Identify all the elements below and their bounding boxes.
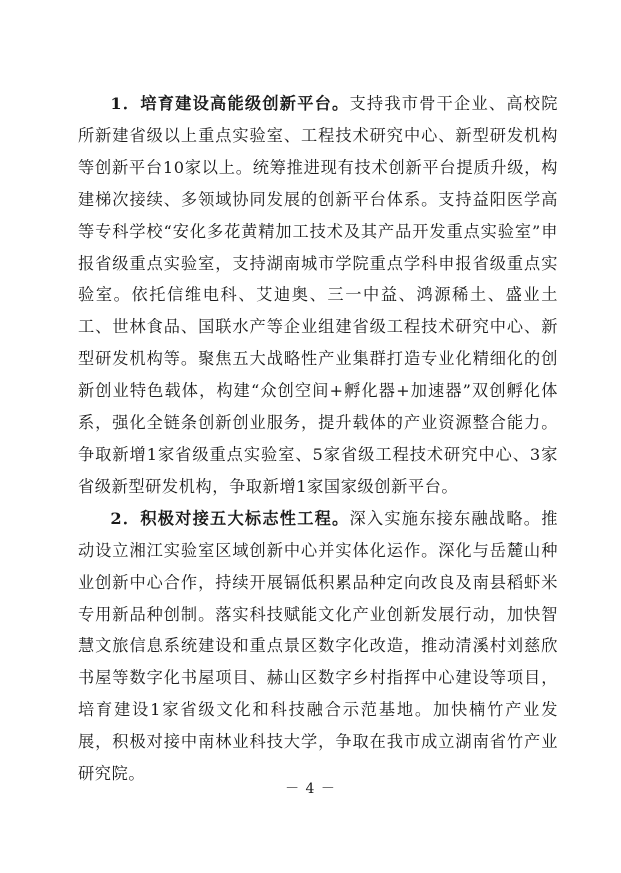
paragraph-heading: 2．积极对接五大标志性工程。	[110, 508, 350, 528]
page-number: － 4 －	[285, 781, 336, 797]
paragraph-innovation-platforms	[78, 88, 558, 503]
document-body	[78, 88, 558, 790]
paragraph-text: 支持我市骨干企业、高校院所新建省级以上重点实验室、工程技术研究中心、新型研发机构等创新平台10家以上。统筹推进现有技术创新平台提质升级，构建梯次接续、多领域协同发展的创新平台体系。支持益阳医学高等专科学校“安化多花黄精加工技术及其产品开发重点实验室”申报省级重点实验室，支持湖南城市学院重点学科申报省级重点实验室。依托信维电科、艾迪奥、三一中益、鸿源稀土、盛业土工、世林食品、国联水产等企业组建省级工程技术研究中心、新型研发机构等。聚焦五大战略性产业集群打造专业化精细化的创新创业特色载体，构建“众创空间+孵化器+加速器”双创孵化体系，强化全链条创新创业服务，提升载体的产业资源整合能力。争取新增1家省级重点实验室、5家省级工程技术研究中心、3家省级新型研发机构，争取新增1家国家级创新平台。	[78, 94, 558, 496]
paragraph-heading: 1．培育建设高能级创新平台。	[110, 94, 350, 113]
paragraph-text: 深入实施东接东融战略。推动设立湘江实验室区域创新中心并实体化运作。深化与岳麓山种业创新中心合作，持续开展镉低积累品种定向改良及南县稻虾米专用新品种创制。落实科技赋能文化产业创新发展行动，加快智慧文旅信息系统建设和重点景区数字化改造，推动清溪村刘慈欣书屋等数字化书屋项目、赫山区数字乡村指挥中心建设等项目，培育建设1家省级文化和科技融合示范基地。加快楠竹产业发展，积极对接中南林业科技大学，争取在我市成立湖南省竹产业研究院。	[78, 508, 558, 784]
paragraph-landmark-projects	[78, 503, 558, 790]
